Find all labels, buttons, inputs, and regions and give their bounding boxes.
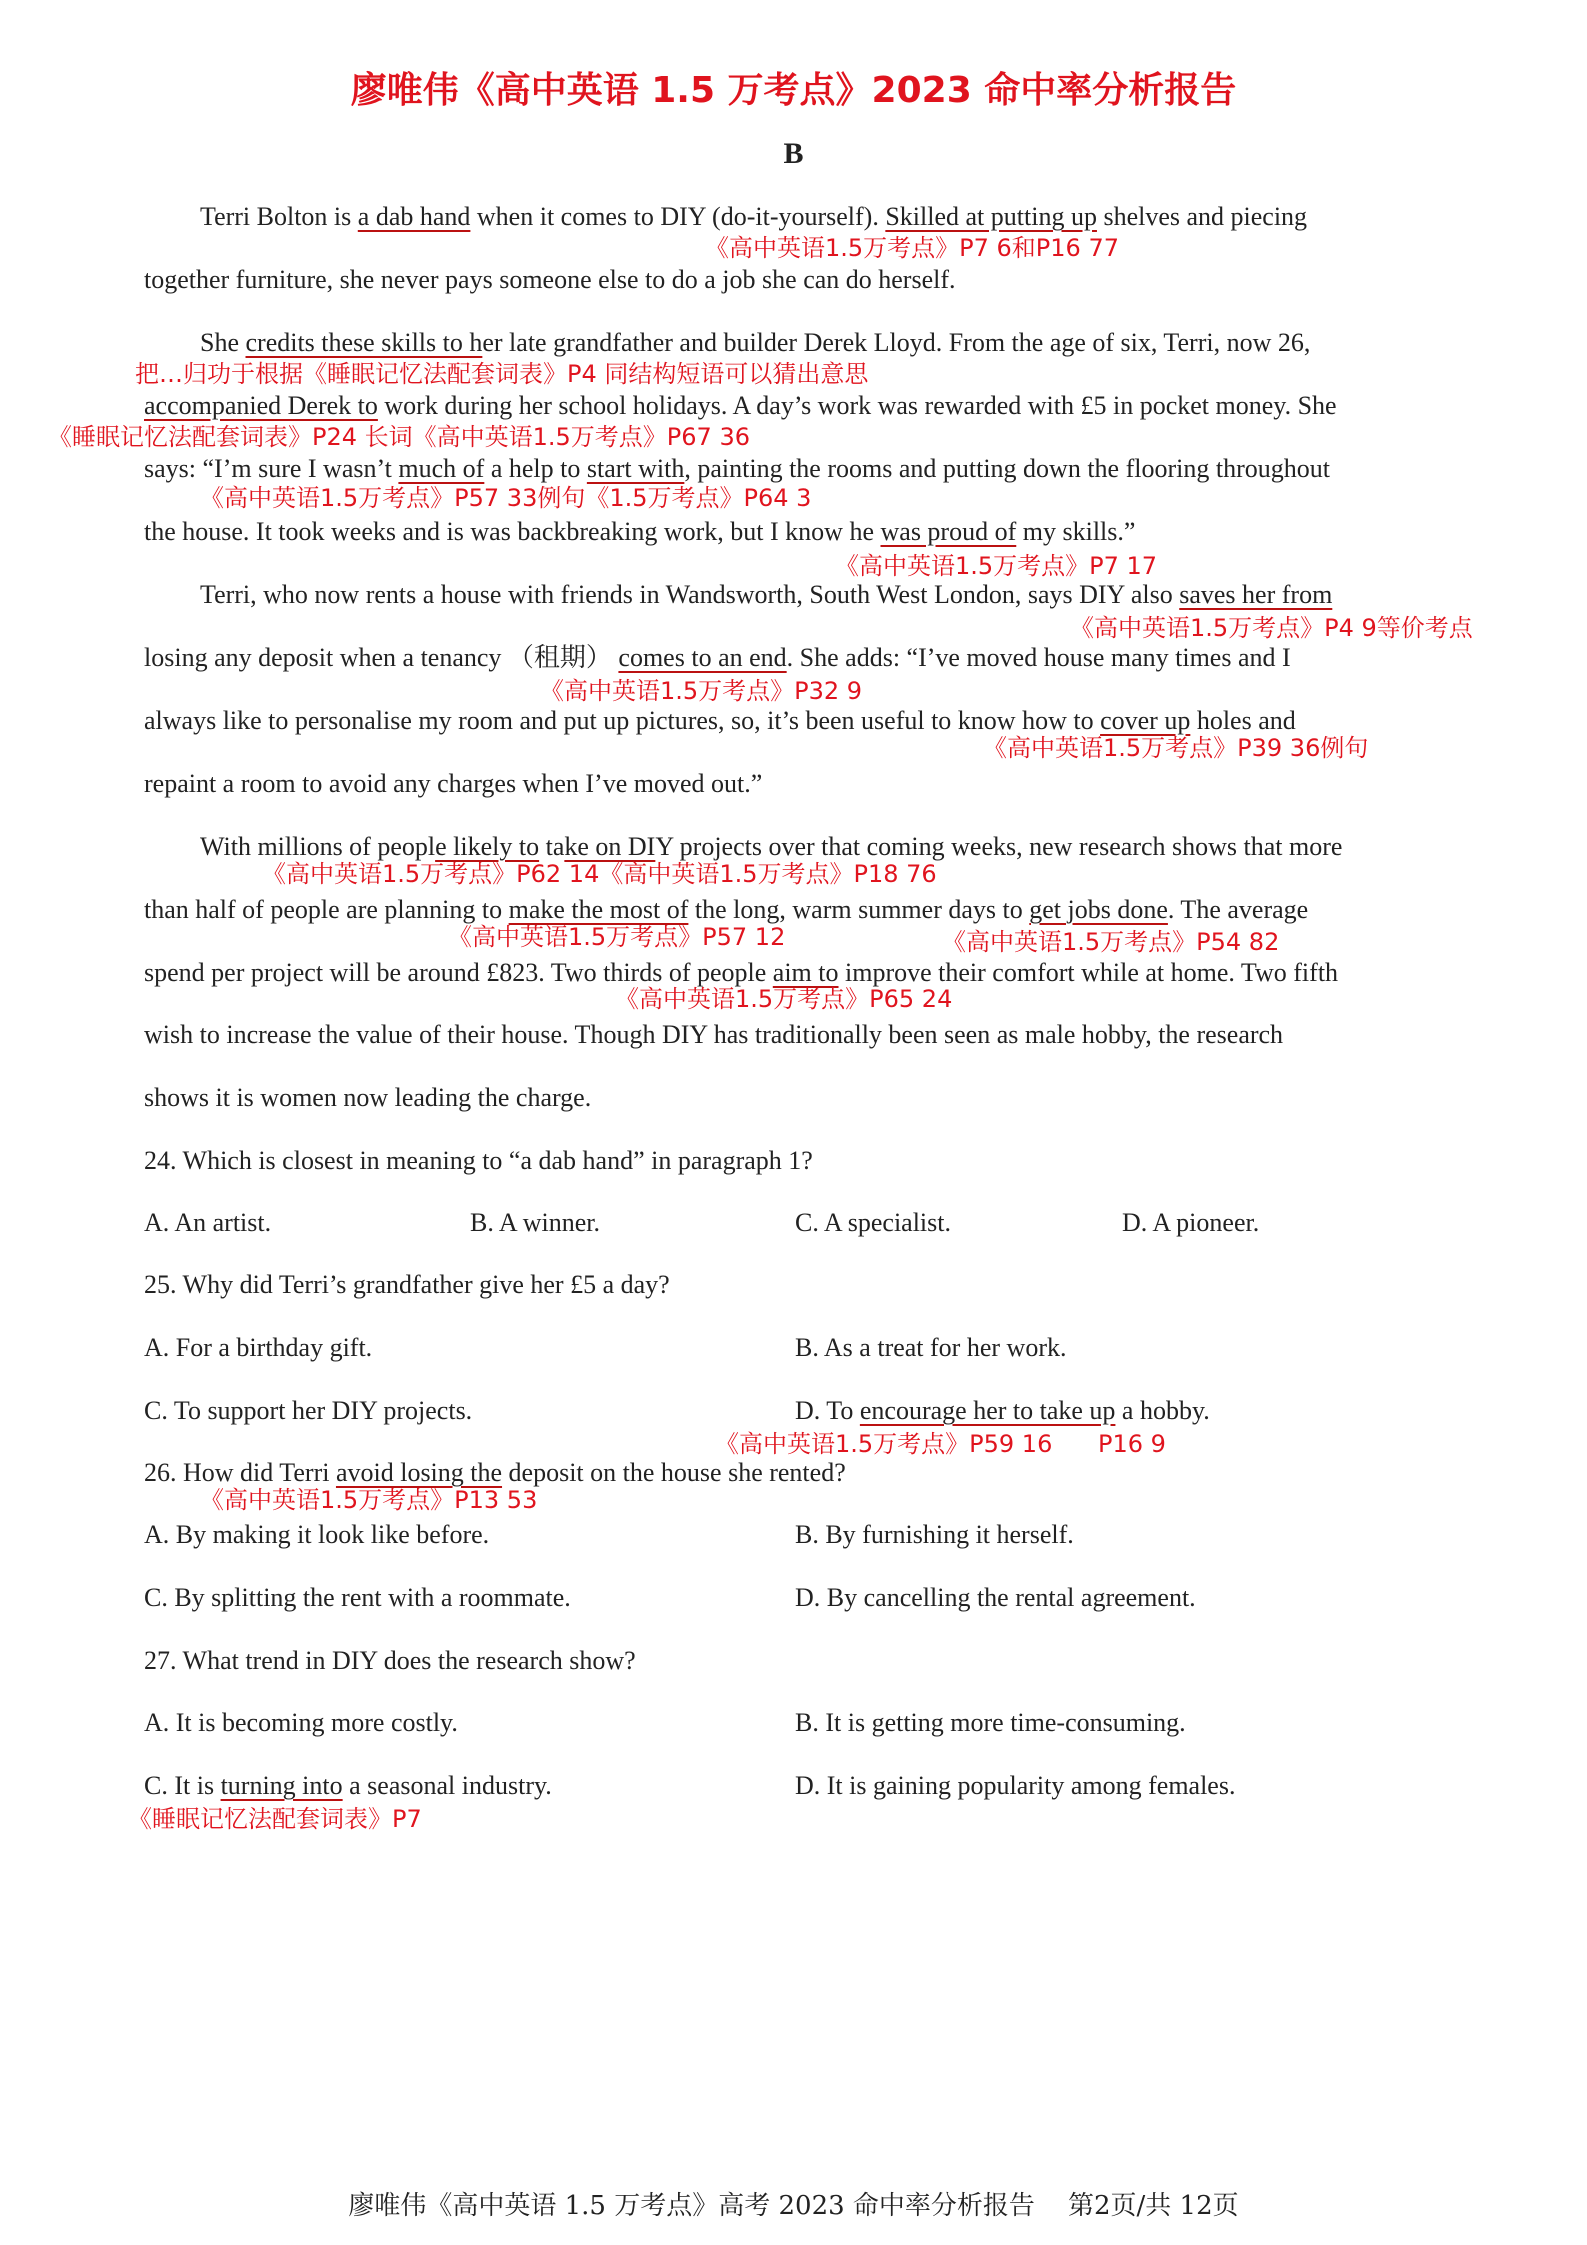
highlight-phrase: was proud of	[880, 517, 1017, 546]
page-title: 廖唯伟《高中英语 1.5 万考点》2023 命中率分析报告	[350, 70, 1237, 111]
annotation-note: 《高中英语1.5万考点》P65 24	[615, 985, 953, 1013]
option-a[interactable]: A. An artist.	[144, 1208, 272, 1237]
highlight-phrase: e likely to	[435, 832, 540, 861]
annotation-note: 《高中英语1.5万考点》P32 9	[540, 677, 863, 705]
option-d[interactable]: D. A pioneer.	[1122, 1208, 1260, 1237]
passage-line: accompanied Derek to work during her school holidays. A day’s work was rewarded with £5 in pocket money. She	[144, 391, 1337, 420]
question-stem: 26. How did Terri avoid losing the deposit on the house she rented?	[144, 1458, 846, 1487]
highlight-phrase: credits these skills to h	[245, 328, 483, 357]
passage-line: Terri, who now rents a house with friends in Wandsworth, South West London, says DIY also saves her from	[200, 580, 1333, 609]
option-d[interactable]: D. By cancelling the rental agreement.	[795, 1583, 1196, 1612]
option-a[interactable]: A. It is becoming more costly.	[144, 1708, 458, 1737]
highlight-phrase: aim to	[772, 958, 839, 987]
annotation-note: 把…归功于根据《睡眠记忆法配套词表》P4 同结构短语可以猜出意思	[135, 360, 869, 388]
highlight-phrase: saves her from	[1179, 580, 1333, 609]
annotation-note: 《睡眠记忆法配套词表》P7	[128, 1805, 422, 1833]
option-c[interactable]: C. It is turning into a seasonal industry.	[144, 1771, 552, 1800]
page-footer	[0, 2185, 1587, 2222]
option-b[interactable]: B. It is getting more time-consuming.	[795, 1708, 1186, 1737]
passage-line: always like to personalise my room and put up pictures, so, it’s been useful to know how to cover up holes and	[144, 706, 1296, 735]
section-label: B	[783, 137, 804, 170]
passage-line: the house. It took weeks and is was backbreaking work, but I know he was proud of my skills.”	[144, 517, 1136, 546]
highlight-phrase: Skilled at putting up	[885, 202, 1097, 231]
passage-line: With millions of people likely to take on DIY projects over that coming weeks, new research shows that more	[200, 832, 1343, 861]
option-c[interactable]: C. By splitting the rent with a roommate.	[144, 1583, 571, 1612]
highlight-phrase: ke on DI	[564, 832, 656, 861]
option-d[interactable]: D. To encourage her to take up a hobby.	[795, 1396, 1210, 1425]
annotation-note: 《高中英语1.5万考点》P7 6和P16 77	[705, 234, 1119, 262]
option-d[interactable]: D. It is gaining popularity among females.	[795, 1771, 1236, 1800]
footer-title: 廖唯伟《高中英语 1.5 万考点》高考 2023 命中率分析报告	[348, 2191, 1035, 2221]
highlight-phrase: cover up	[1100, 706, 1191, 735]
annotation-note: 《高中英语1.5万考点》P54 82	[942, 928, 1280, 956]
highlight-phrase: comes to an end	[618, 643, 787, 672]
option-b[interactable]: B. As a treat for her work.	[795, 1333, 1067, 1362]
page-number: 第2页/共 12页	[1067, 2191, 1239, 2221]
passage-line: losing any deposit when a tenancy （租期） comes to an end. She adds: “I’ve moved house many times and I	[144, 643, 1291, 672]
passage-line: She credits these skills to her late grandfather and builder Derek Lloyd. From the age of six, Terri, now 26,	[200, 328, 1311, 357]
option-b[interactable]: B. A winner.	[470, 1208, 601, 1237]
passage-line: than half of people are planning to make the most of the long, warm summer days to get jobs done. The average	[144, 895, 1309, 924]
question-stem: 27. What trend in DIY does the research show?	[144, 1646, 636, 1675]
option-a[interactable]: A. For a birthday gift.	[144, 1333, 373, 1362]
option-c[interactable]: C. To support her DIY projects.	[144, 1396, 473, 1425]
highlight-phrase: much of	[398, 454, 485, 483]
annotation-note: 《高中英语1.5万考点》P57 12	[448, 923, 786, 951]
annotation-note: 《睡眠记忆法配套词表》P24 长词《高中英语1.5万考点》P67 36	[48, 423, 750, 451]
annotation-note: P16 9	[1098, 1430, 1166, 1458]
question-stem: 24. Which is closest in meaning to “a dab hand” in paragraph 1?	[144, 1146, 813, 1175]
annotation-note: 《高中英语1.5万考点》P59 16	[715, 1430, 1053, 1458]
highlight-phrase: avoid losing the	[335, 1458, 503, 1487]
highlight-phrase: get jobs done	[1029, 895, 1168, 924]
option-c[interactable]: C. A specialist.	[795, 1208, 951, 1237]
passage-line: together furniture, she never pays someone else to do a job she can do herself.	[144, 265, 956, 294]
passage-line: spend per project will be around £823. Two thirds of people aim to improve their comfort while at home. Two fifth	[144, 958, 1339, 987]
annotation-note: 《高中英语1.5万考点》P7 17	[835, 552, 1158, 580]
highlight-phrase: turning into	[220, 1771, 343, 1800]
annotation-note: 《高中英语1.5万考点》P13 53	[200, 1486, 538, 1514]
highlight-phrase: start with	[586, 454, 685, 483]
annotation-note: 《高中英语1.5万考点》P57 33例句《1.5万考点》P64 3	[200, 484, 812, 512]
passage-line: repaint a room to avoid any charges when I’ve moved out.”	[144, 769, 763, 798]
annotation-note: 《高中英语1.5万考点》P39 36例句	[983, 734, 1369, 762]
highlight-phrase: accompanied Derek to	[144, 391, 378, 420]
question-stem: 25. Why did Terri’s grandfather give her £5 a day?	[144, 1270, 670, 1299]
highlight-phrase: a dab hand	[357, 202, 471, 231]
option-b[interactable]: B. By furnishing it herself.	[795, 1520, 1074, 1549]
highlight-phrase: make the most of	[508, 895, 689, 924]
passage-line: says: “I’m sure I wasn’t much of a help to start with, painting the rooms and putting down the flooring throughout	[144, 454, 1330, 483]
option-a[interactable]: A. By making it look like before.	[144, 1520, 490, 1549]
annotation-note: 《高中英语1.5万考点》P62 14《高中英语1.5万考点》P18 76	[262, 860, 937, 888]
passage-line: wish to increase the value of their house. Though DIY has traditionally been seen as male hobby, the research	[144, 1020, 1284, 1049]
annotation-note: 《高中英语1.5万考点》P4 9等价考点	[1070, 614, 1473, 642]
highlight-phrase: encourage her to take up	[859, 1396, 1116, 1425]
passage-line: Terri Bolton is a dab hand when it comes to DIY (do-it-yourself). Skilled at putting up shelves and piecing	[200, 202, 1308, 231]
passage-line: shows it is women now leading the charge.	[144, 1083, 592, 1112]
